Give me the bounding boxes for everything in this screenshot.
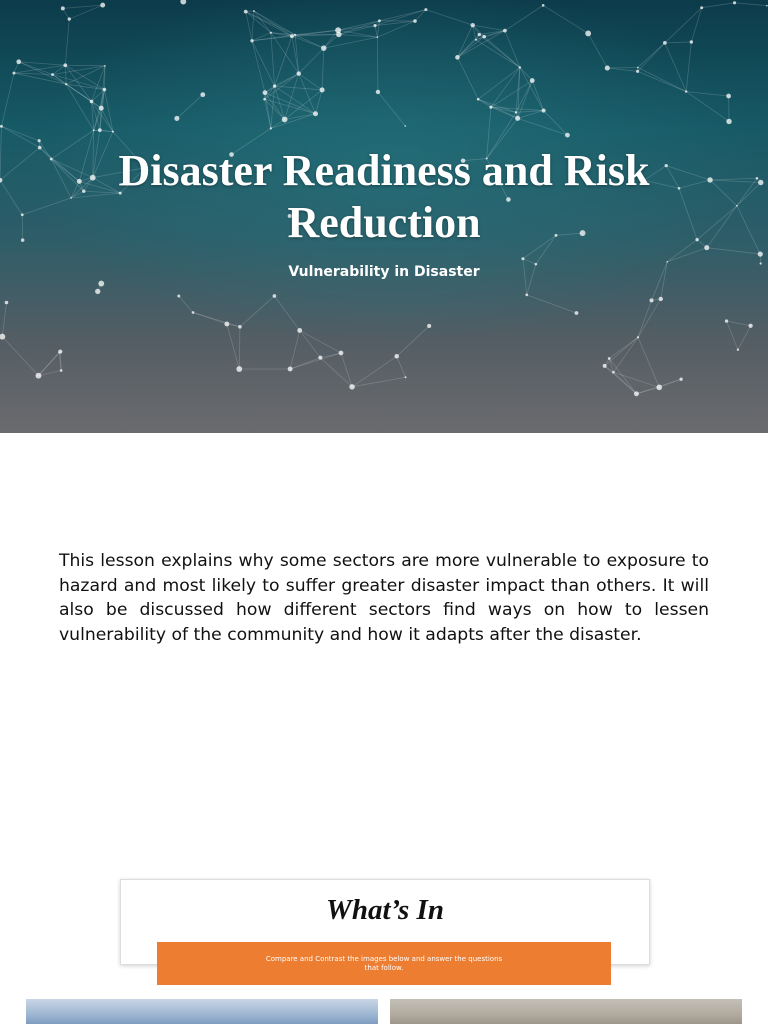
lesson-description: This lesson explains why some sectors are more vulnerable to exposure to hazard and most likely to suffer greater disaster impact than others. It will also be discussed how different sectors find ways on how to lessen vulnerability of the community and how it adapts after the disaster. [59, 551, 709, 645]
comparison-image-right [390, 999, 742, 1024]
comparison-image-left [26, 999, 378, 1024]
presentation-subtitle: Vulnerability in Disaster [288, 264, 480, 280]
presentation-title: Disaster Readiness and Risk Reduction [118, 146, 650, 247]
title-slide [0, 0, 768, 433]
instruction-text: Compare and Contrast the images below and answer the questions that follow. [265, 954, 503, 972]
whats-in-heading: What’s In [326, 894, 444, 926]
instruction-banner [157, 942, 611, 985]
